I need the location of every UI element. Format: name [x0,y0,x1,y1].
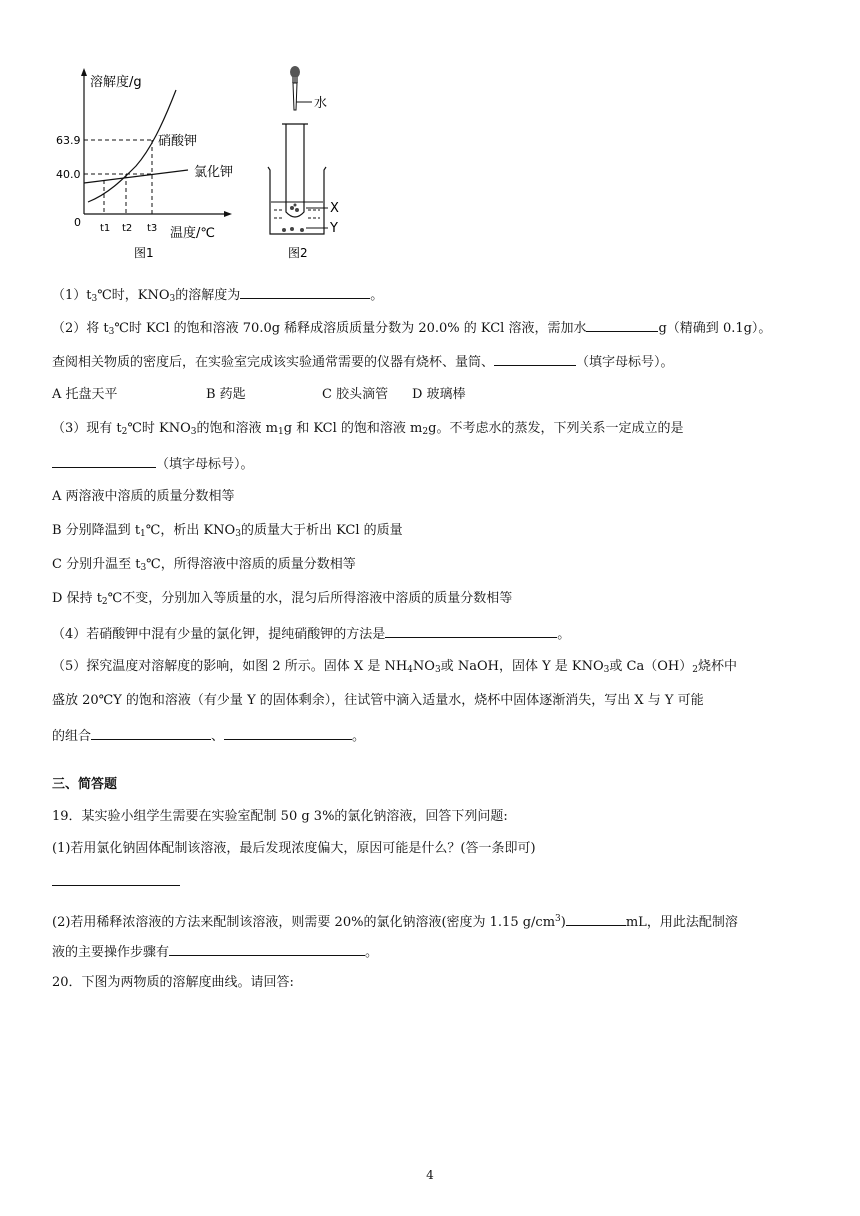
question-3-option-a: A 两溶液中溶质的质量分数相等 [52,489,235,504]
question-5-line1: （5）探究温度对溶解度的影响，如图 2 所示。固体 X 是 $NH_4NO_3$或 NaOH，固体 Y 是 $KNO_3$或 $Ca(OH)_2$烧杯中 [52,659,737,675]
option-d: D 玻璃棒 [412,387,466,402]
y-tick-0: 0 [74,216,81,229]
x-axis-label: 温度/℃ [170,226,215,241]
answer-blank[interactable] [224,726,352,740]
question-3-option-b: B 分别降温到 $t_1℃$，析出 $KNO_3$的质量大于析出 KCl 的质量 [52,523,403,539]
x-tick-t2: t2 [122,223,133,234]
figure-2 [262,62,362,267]
y-axis-label: 溶解度/g [90,75,142,90]
y-label: Y [330,221,338,236]
dropper-neck [292,77,298,83]
solid-x-grain [294,204,297,207]
question-5-line2: 盛放 20℃Y 的饱和溶液（有少量 Y 的固体剩余），往试管中滴入适量水，烧杯中固体逐渐消失，写出 X 与 Y 可能 [52,693,704,708]
solubility-chart [56,62,260,267]
answer-blank[interactable] [240,285,370,299]
test-tube [286,124,304,217]
question-5-line3: 的组合 、 。 [52,726,365,746]
fig2-caption: 图2 [288,246,308,260]
question-19-part1: (1)若用氯化钠固体配制该溶液，最后发现浓度偏大，原因可能是什么？(答一条即可) [52,841,536,856]
page-number: 4 [426,1168,434,1182]
dropper-bulb [290,66,300,78]
question-20: 20．下图为两物质的溶解度曲线。请回答: [52,975,294,990]
answer-blank[interactable] [385,624,557,638]
question-3-option-c: C 分别升温至 $t_3℃$，所得溶液中溶质的质量分数相等 [52,557,356,573]
x-tick-t3: t3 [147,223,158,234]
kno3-label: 硝酸钾 [158,134,198,149]
question-3-option-d: D 保持 $t_2℃$不变，分别加入等质量的水，混匀后所得溶液中溶质的质量分数相等 [52,591,513,607]
solid-y-grain [300,228,304,232]
solid-y-grain [282,228,286,232]
answer-blank[interactable] [169,942,365,956]
y-tick-63-9: 63.9 [56,134,81,147]
kcl-curve [84,170,188,183]
option-c: C 胶头滴管 [322,387,389,402]
kcl-label: 氯化钾 [194,165,234,180]
option-b: B 药匙 [206,387,246,402]
question-19-part2-line1: (2)若用稀释浓溶液的方法来配制该溶液，则需要 20%的氯化钠溶液(密度为 1.15 $g/cm^3$) mL，用此法配制溶 [52,914,738,930]
y-axis-arrow [81,68,87,76]
answer-blank[interactable] [494,352,576,366]
solid-x-grain [295,208,299,212]
solid-x-grain [290,206,294,210]
question-1: $(1)t_3℃$时，$KNO_3$的溶解度为 。 [52,285,383,308]
water-label: 水 [314,96,328,111]
question-2-options [52,386,466,404]
beaker [268,167,326,234]
question-3-line2: （填字母标号）。 [52,454,254,474]
apparatus-diagram [262,62,362,267]
y-tick-40-0: 40.0 [56,168,81,181]
question-19-part1-answer [52,872,180,892]
question-4: （4）若硝酸钾中混有少量的氯化钾，提纯硝酸钾的方法是 。 [52,624,570,644]
option-a: A 托盘天平 [52,387,118,402]
question-2-line2: 查阅相关物质的密度后，在实验室完成该实验通常需要的仪器有烧杯、量筒、 （填字母标号）。 [52,352,674,372]
question-19-part2-line2: 液的主要操作步骤有 。 [52,942,378,962]
question-3-line1: （3）现有 $t_2℃$时 $KNO_3$的饱和溶液 $m_1g$ 和 KCl 的饱和溶液 $m_2g$。不考虑水的蒸发，下列关系一定成立的是 [52,421,684,437]
answer-blank[interactable] [52,872,180,886]
dropper-tube [293,83,297,110]
question-19-stem: 19．某实验小组学生需要在实验室配制 50 g 3%的氯化钠溶液，回答下列问题: [52,809,508,824]
answer-blank[interactable] [91,726,211,740]
x-axis-arrow [224,211,232,217]
figure-1 [56,62,260,267]
x-label: X [330,201,339,216]
x-tick-t1: t1 [100,223,111,234]
question-2-line1: （2）将 $t_3℃$时 KCl 的饱和溶液 70.0g 稀释成溶质质量分数为 20.0% 的 KCl 溶液，需加水 g（精确到 0.1g）。 [52,318,771,341]
answer-blank[interactable] [566,912,626,926]
fig1-caption: 图1 [134,246,154,260]
section-heading: 三、简答题 [52,777,118,792]
answer-blank[interactable] [586,318,658,332]
answer-blank[interactable] [52,454,156,468]
solid-y-grain [290,227,294,231]
